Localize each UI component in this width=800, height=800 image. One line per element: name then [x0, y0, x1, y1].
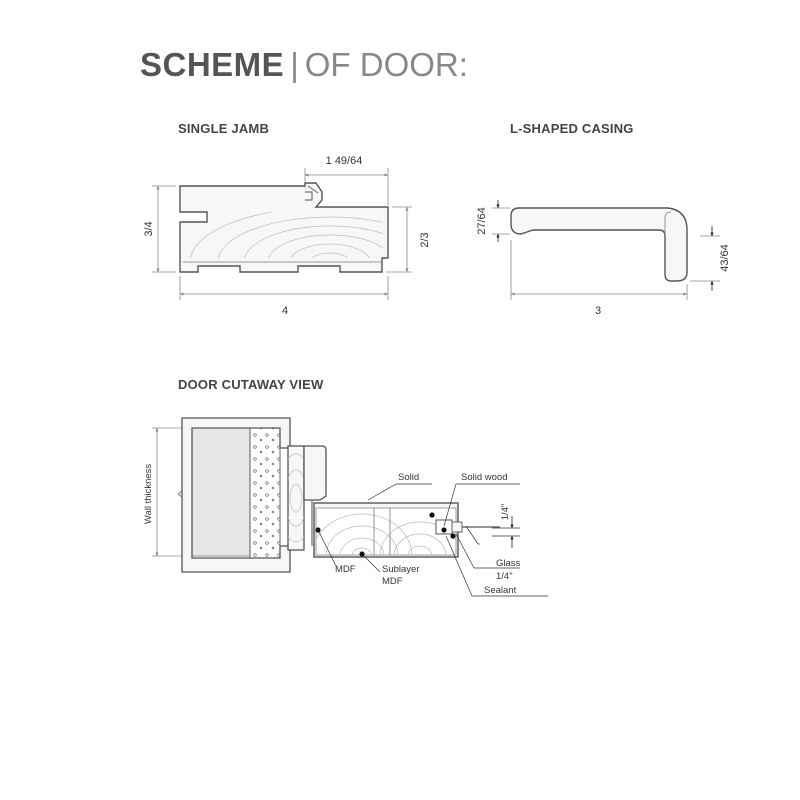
casing-dim-right: 43/64: [719, 244, 731, 272]
title-separator: |: [290, 46, 299, 83]
label-mdf: MDF: [335, 564, 356, 575]
jamb-dim-right: 2/3: [419, 232, 431, 248]
single-jamb-profile: [180, 183, 470, 317]
label-sealant: Sealant: [484, 585, 517, 596]
jamb-dim-left: 3/4: [143, 221, 155, 237]
label-quarter-top: 1/4": [500, 503, 511, 521]
heading-door-cutaway: DOOR CUTAWAY VIEW: [178, 377, 324, 392]
title-strong: SCHEME: [140, 46, 285, 83]
label-solid-wood: Solid wood: [461, 472, 508, 483]
heading-l-shaped-casing: L-SHAPED CASING: [510, 121, 634, 136]
title-light: OF DOOR:: [304, 46, 468, 83]
wall-thickness-dimension: [152, 428, 182, 556]
l-shaped-casing-profile: [511, 208, 687, 281]
heading-single-jamb: SINGLE JAMB: [178, 121, 270, 136]
door-leaf-section: [312, 503, 500, 598]
label-sublayer-mdf: MDF: [382, 576, 403, 587]
label-glass: Glass: [496, 558, 521, 569]
label-sublayer: Sublayer: [382, 564, 420, 575]
wall-thickness-label: Wall thickness: [143, 463, 154, 525]
jamb-dim-top: 1 49/64: [325, 155, 363, 167]
label-quarter-bottom: 1/4": [496, 571, 513, 582]
jamb-dim-bottom: 4: [281, 305, 289, 317]
label-solid: Solid: [398, 472, 420, 483]
casing-dim-left: 27/64: [476, 207, 488, 235]
casing-dim-bottom: 3: [594, 305, 602, 317]
